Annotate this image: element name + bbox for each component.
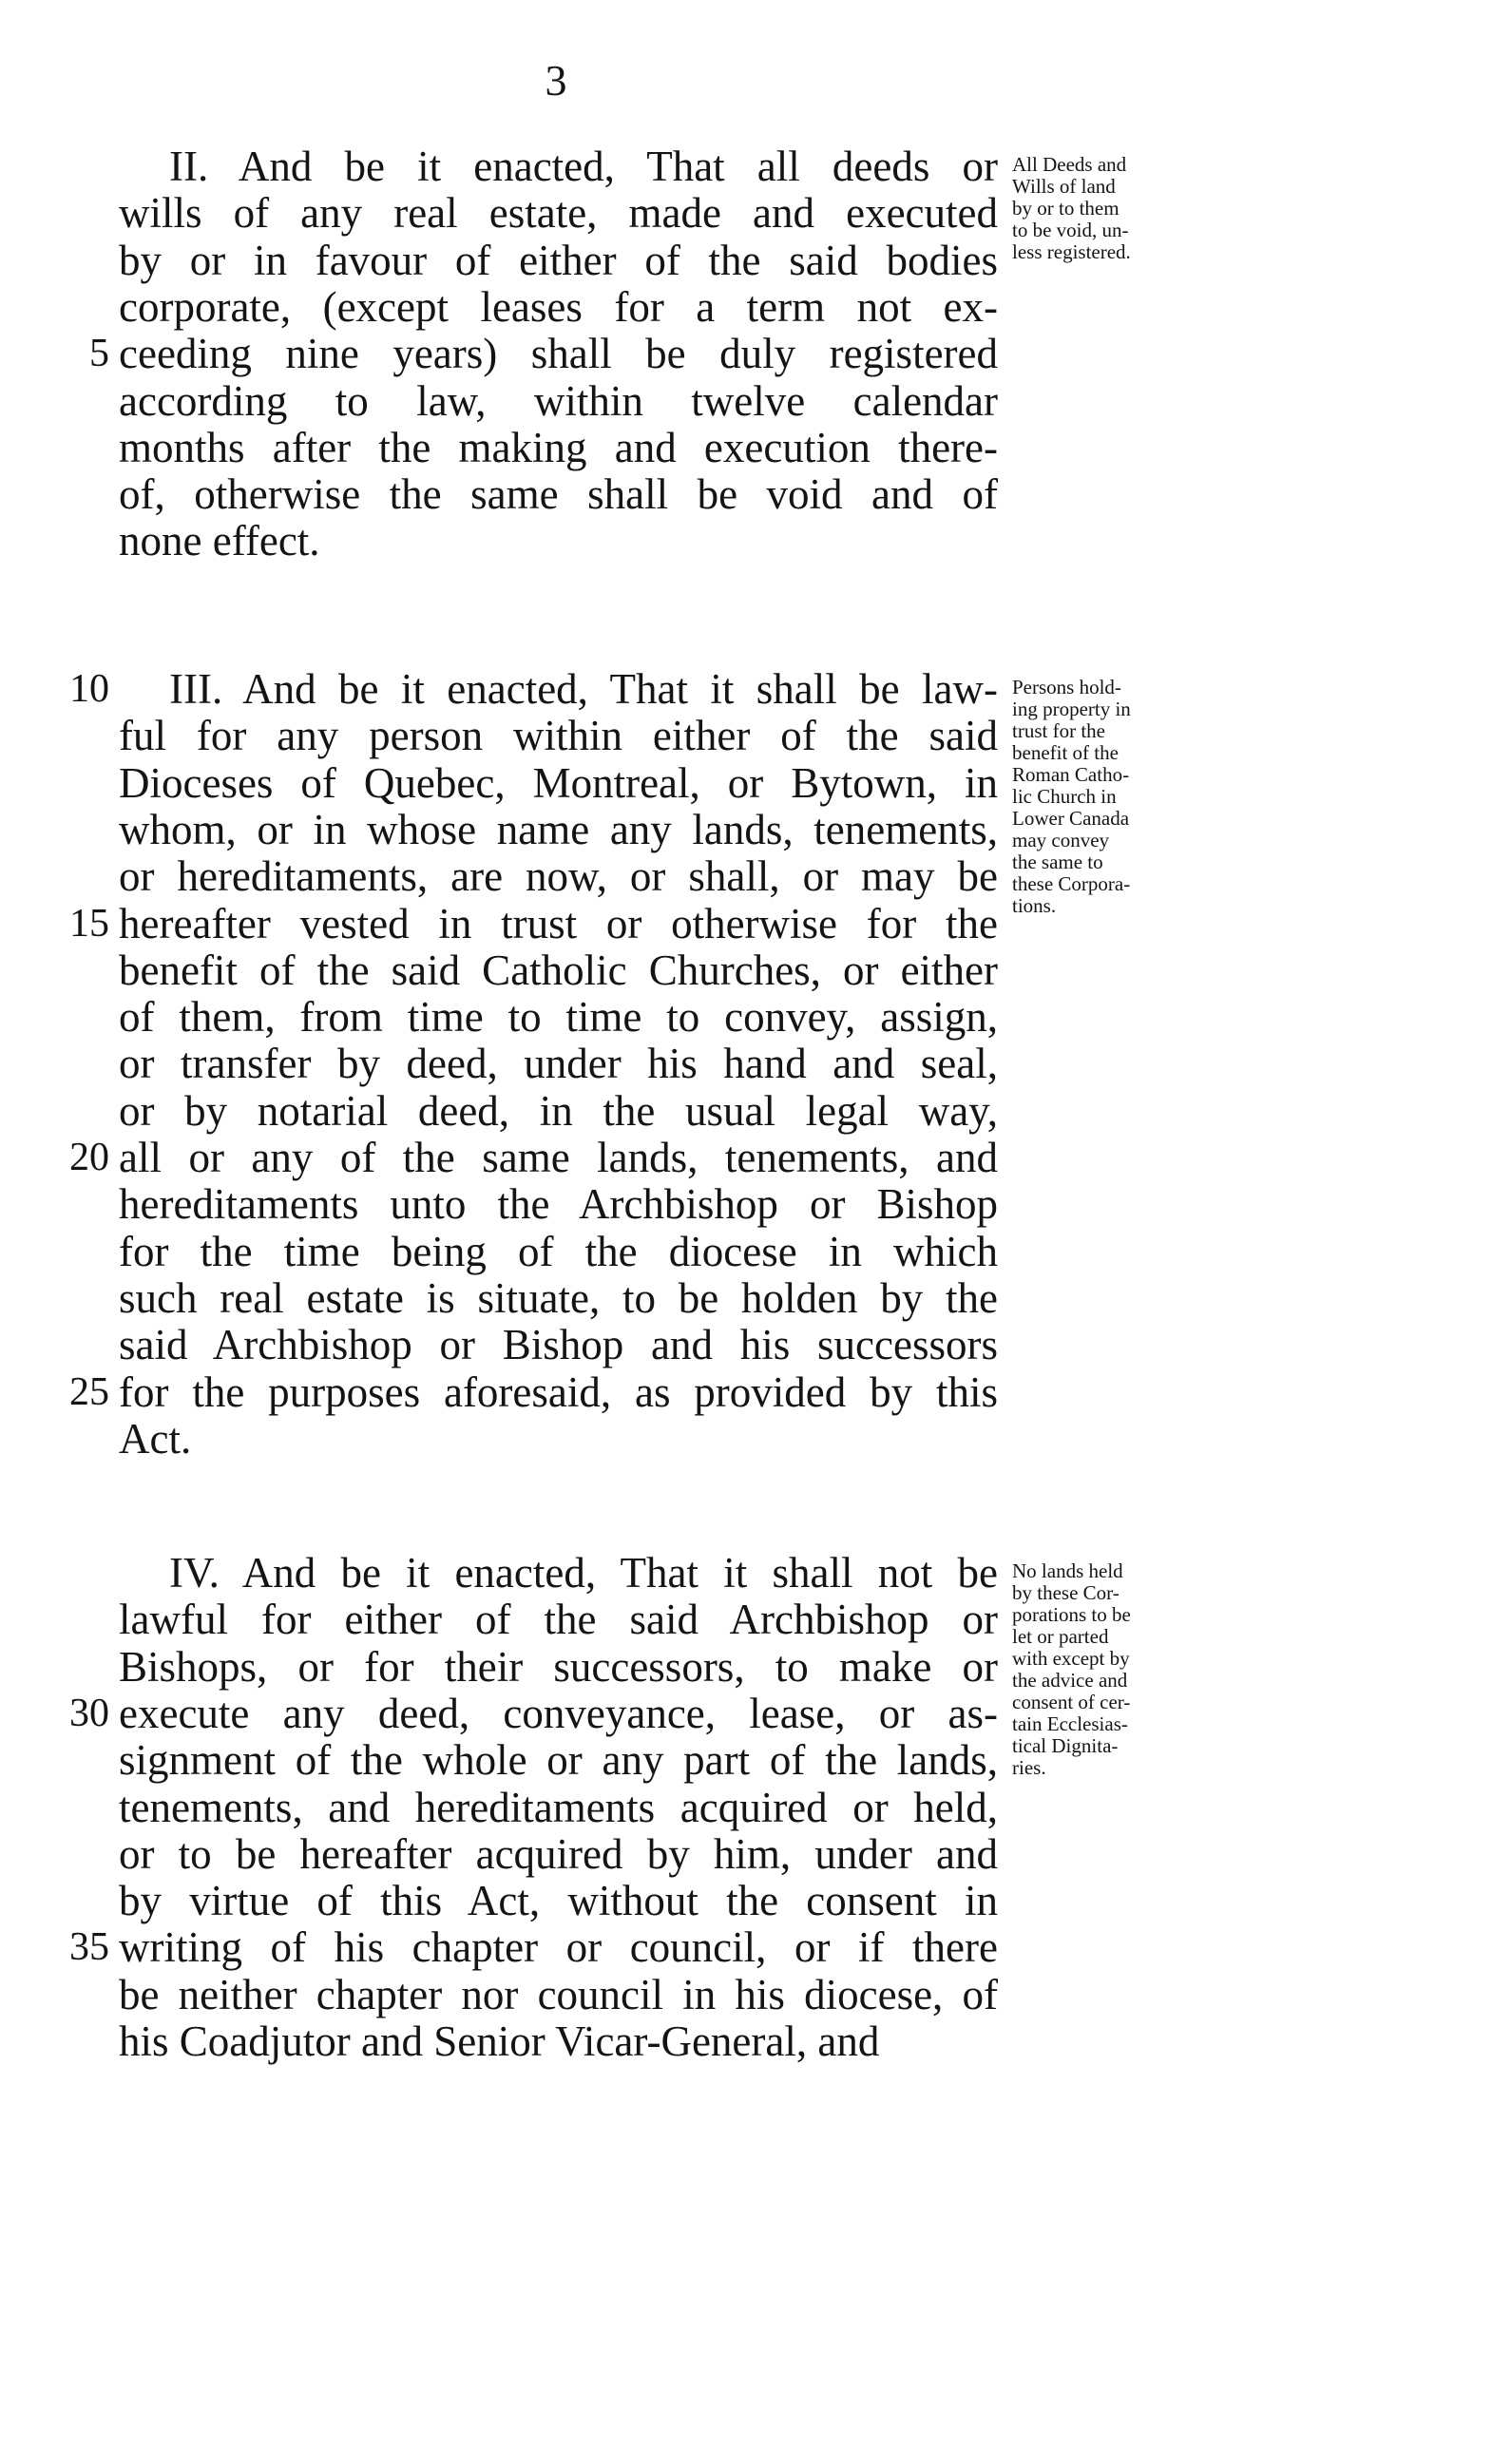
- text-line: hereafter vested in trust or otherwise for the: [119, 900, 998, 947]
- text-line: by virtue of this Act, without the consent in: [119, 1877, 998, 1924]
- text-line: for the purposes aforesaid, as provided by this: [119, 1368, 998, 1416]
- text-line: lawful for either of the said Archbishop or: [119, 1596, 998, 1643]
- margin-note-line: Lower Canada: [1012, 807, 1130, 830]
- text-line: signment of the whole or any part of the lands,: [119, 1736, 998, 1784]
- margin-note: [1012, 1560, 1202, 1779]
- text-line: wills of any real estate, made and executed: [119, 189, 998, 237]
- margin-note-line: tain Ecclesias-: [1012, 1712, 1128, 1735]
- text-line: be neither chapter nor council in his diocese, of: [119, 1971, 998, 2018]
- text-line: of, otherwise the same shall be void and of: [119, 470, 998, 518]
- margin-note-line: No lands held: [1012, 1559, 1123, 1582]
- text-line: tenements, and hereditaments acquired or held,: [119, 1784, 998, 1831]
- line-number: 5: [89, 332, 109, 375]
- text-line: IV. And be it enacted, That it shall not be: [169, 1549, 998, 1597]
- margin-note-line: to be void, un-: [1012, 219, 1129, 241]
- margin-note-line: by these Cor-: [1012, 1581, 1120, 1604]
- text-line: Bishops, or for their successors, to make or: [119, 1643, 998, 1691]
- margin-note-line: Wills of land: [1012, 175, 1116, 198]
- margin-note-line: with except by: [1012, 1647, 1130, 1670]
- margin-note-line: Roman Catho-: [1012, 763, 1130, 786]
- margin-note-line: consent of cer-: [1012, 1691, 1131, 1713]
- text-line: writing of his chapter or council, or if there: [119, 1923, 998, 1971]
- text-line: such real estate is situate, to be holden by the: [119, 1274, 998, 1322]
- margin-note: [1012, 154, 1202, 263]
- margin-note-line: these Corpora-: [1012, 872, 1131, 895]
- text-line: ful for any person within either of the said: [119, 712, 998, 759]
- page-number: 3: [545, 56, 567, 105]
- text-line: of them, from time to time to convey, assign,: [119, 993, 998, 1041]
- text-line: by or in favour of either of the said bodies: [119, 237, 998, 284]
- margin-note-line: Persons hold-: [1012, 676, 1121, 698]
- text-line: for the time being of the diocese in which: [119, 1228, 998, 1275]
- line-number: 25: [69, 1370, 109, 1414]
- text-line: hereditaments unto the Archbishop or Bishop: [119, 1180, 998, 1228]
- margin-note-line: tions.: [1012, 894, 1057, 917]
- margin-note-line: ries.: [1012, 1756, 1046, 1779]
- margin-note-line: may convey: [1012, 829, 1110, 851]
- text-line: his Coadjutor and Senior Vicar-General, and: [119, 2018, 880, 2065]
- margin-note-line: less registered.: [1012, 240, 1131, 263]
- line-number: 30: [69, 1692, 109, 1735]
- text-line: Dioceses of Quebec, Montreal, or Bytown, in: [119, 759, 998, 807]
- text-line: or to be hereafter acquired by him, under and: [119, 1830, 998, 1878]
- line-number: 15: [69, 902, 109, 946]
- line-number: 10: [69, 667, 109, 711]
- text-line: or transfer by deed, under his hand and seal,: [119, 1040, 998, 1087]
- text-line: whom, or in whose name any lands, tenements,: [119, 806, 998, 853]
- text-line: benefit of the said Catholic Churches, or either: [119, 947, 998, 994]
- text-line: months after the making and execution there-: [119, 424, 998, 471]
- margin-note-line: tical Dignita-: [1012, 1734, 1119, 1757]
- text-line: according to law, within twelve calendar: [119, 377, 998, 425]
- margin-note-line: let or parted: [1012, 1625, 1109, 1648]
- margin-note-line: benefit of the: [1012, 741, 1119, 764]
- line-number: 20: [69, 1136, 109, 1179]
- margin-note-line: All Deeds and: [1012, 153, 1127, 176]
- margin-note-line: lic Church in: [1012, 785, 1117, 808]
- margin-note-line: ing property in: [1012, 698, 1131, 720]
- margin-note-line: by or to them: [1012, 197, 1120, 220]
- text-line: III. And be it enacted, That it shall be law-: [169, 665, 998, 713]
- margin-note-line: trust for the: [1012, 719, 1105, 742]
- text-line: all or any of the same lands, tenements, and: [119, 1134, 998, 1181]
- text-line: corporate, (except leases for a term not ex-: [119, 283, 998, 331]
- text-line: or hereditaments, are now, or shall, or may be: [119, 852, 998, 900]
- line-number: 35: [69, 1925, 109, 1969]
- text-line: none effect.: [119, 517, 320, 564]
- text-line: Act.: [119, 1415, 192, 1463]
- text-line: II. And be it enacted, That all deeds or: [169, 143, 998, 190]
- text-line: ceeding nine years) shall be duly registered: [119, 330, 998, 377]
- margin-note-line: porations to be: [1012, 1603, 1131, 1626]
- text-line: execute any deed, conveyance, lease, or as-: [119, 1690, 998, 1737]
- text-line: or by notarial deed, in the usual legal way,: [119, 1087, 998, 1135]
- margin-note-line: the same to: [1012, 851, 1103, 873]
- margin-note: [1012, 677, 1202, 917]
- text-line: said Archbishop or Bishop and his successors: [119, 1321, 998, 1368]
- margin-note-line: the advice and: [1012, 1669, 1128, 1692]
